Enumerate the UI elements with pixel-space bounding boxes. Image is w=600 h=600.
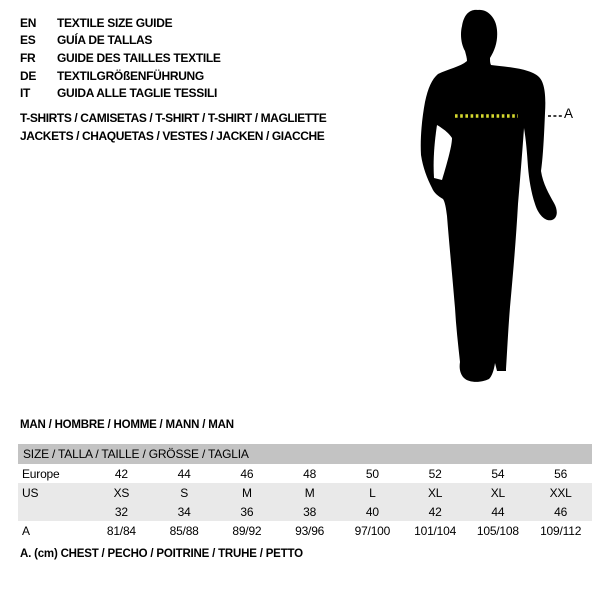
category-jackets: JACKETS / CHAQUETAS / VESTES / JACKEN / GIACCHE bbox=[20, 128, 325, 143]
size-value: 34 bbox=[177, 504, 191, 519]
language-list bbox=[20, 14, 221, 102]
size-value: 101/104 bbox=[414, 523, 457, 538]
language-code: IT bbox=[20, 86, 31, 101]
language-row-fr bbox=[20, 49, 221, 67]
language-code: EN bbox=[20, 15, 37, 30]
table-row-us bbox=[18, 483, 592, 502]
size-value: 36 bbox=[240, 504, 254, 519]
language-row-es bbox=[20, 32, 221, 50]
size-value: 85/88 bbox=[169, 523, 199, 538]
size-value: 81/84 bbox=[106, 523, 136, 538]
table-row-europe bbox=[18, 464, 592, 483]
category-list bbox=[20, 110, 326, 145]
language-title: GUIDA ALLE TAGLIE TESSILI bbox=[57, 86, 218, 101]
language-code: DE bbox=[20, 68, 37, 83]
section-title-man: MAN / HOMBRE / HOMME / MANN / MAN bbox=[20, 419, 234, 431]
row-label: US bbox=[22, 485, 39, 500]
size-value: 89/92 bbox=[232, 523, 262, 538]
size-value: XL bbox=[490, 485, 506, 500]
size-value: 50 bbox=[365, 466, 379, 481]
size-value: L bbox=[369, 485, 376, 500]
size-value: 56 bbox=[554, 466, 568, 481]
size-value: 52 bbox=[428, 466, 442, 481]
size-value: S bbox=[180, 485, 189, 500]
measurement-footnote: A. (cm) CHEST / PECHO / POITRINE / TRUHE / PETTO bbox=[20, 548, 303, 560]
size-value: 32 bbox=[114, 504, 128, 519]
language-row-en bbox=[20, 14, 221, 32]
size-value: 44 bbox=[177, 466, 191, 481]
man-silhouette-figure bbox=[390, 0, 590, 420]
language-row-de bbox=[20, 67, 221, 85]
measure-label-a: A bbox=[564, 106, 574, 121]
language-code: ES bbox=[20, 33, 36, 48]
size-value: XXL bbox=[549, 485, 572, 500]
size-value: 109/112 bbox=[540, 523, 582, 538]
size-value: 48 bbox=[303, 466, 317, 481]
size-value: 105/108 bbox=[476, 523, 519, 538]
size-value: M bbox=[304, 485, 315, 500]
size-value: M bbox=[241, 485, 252, 500]
size-value: 97/100 bbox=[354, 523, 391, 538]
category-tshirts: T-SHIRTS / CAMISETAS / T-SHIRT / T-SHIRT / MAGLIETTE bbox=[20, 111, 327, 125]
size-value: 93/96 bbox=[295, 523, 325, 538]
row-label: A bbox=[22, 523, 30, 538]
size-value: XL bbox=[427, 485, 443, 500]
table-row-us-numeric bbox=[18, 502, 592, 521]
size-value: 38 bbox=[303, 504, 317, 519]
language-title: TEXTILGRÖßENFÜHRUNG bbox=[57, 68, 204, 83]
man-silhouette-shape bbox=[421, 10, 557, 382]
size-value: 46 bbox=[554, 504, 568, 519]
man-silhouette-svg bbox=[390, 0, 590, 420]
language-row-it bbox=[20, 84, 221, 102]
language-title: GUIDE DES TAILLES TEXTILE bbox=[57, 50, 221, 65]
size-value: 46 bbox=[240, 466, 254, 481]
language-title: TEXTILE SIZE GUIDE bbox=[57, 15, 173, 30]
language-title: GUÍA DE TALLAS bbox=[57, 33, 153, 48]
table-row-chest-cm bbox=[18, 521, 592, 540]
size-value: 40 bbox=[365, 504, 379, 519]
size-value: 44 bbox=[491, 504, 505, 519]
size-value: 54 bbox=[491, 466, 505, 481]
language-code: FR bbox=[20, 50, 36, 65]
size-value: XS bbox=[113, 485, 130, 500]
row-label: Europe bbox=[22, 466, 60, 481]
size-value: 42 bbox=[114, 466, 128, 481]
size-table bbox=[18, 444, 592, 540]
size-table-header: SIZE / TALLA / TAILLE / GRÖSSE / TAGLIA bbox=[18, 444, 592, 464]
size-value: 42 bbox=[428, 504, 442, 519]
